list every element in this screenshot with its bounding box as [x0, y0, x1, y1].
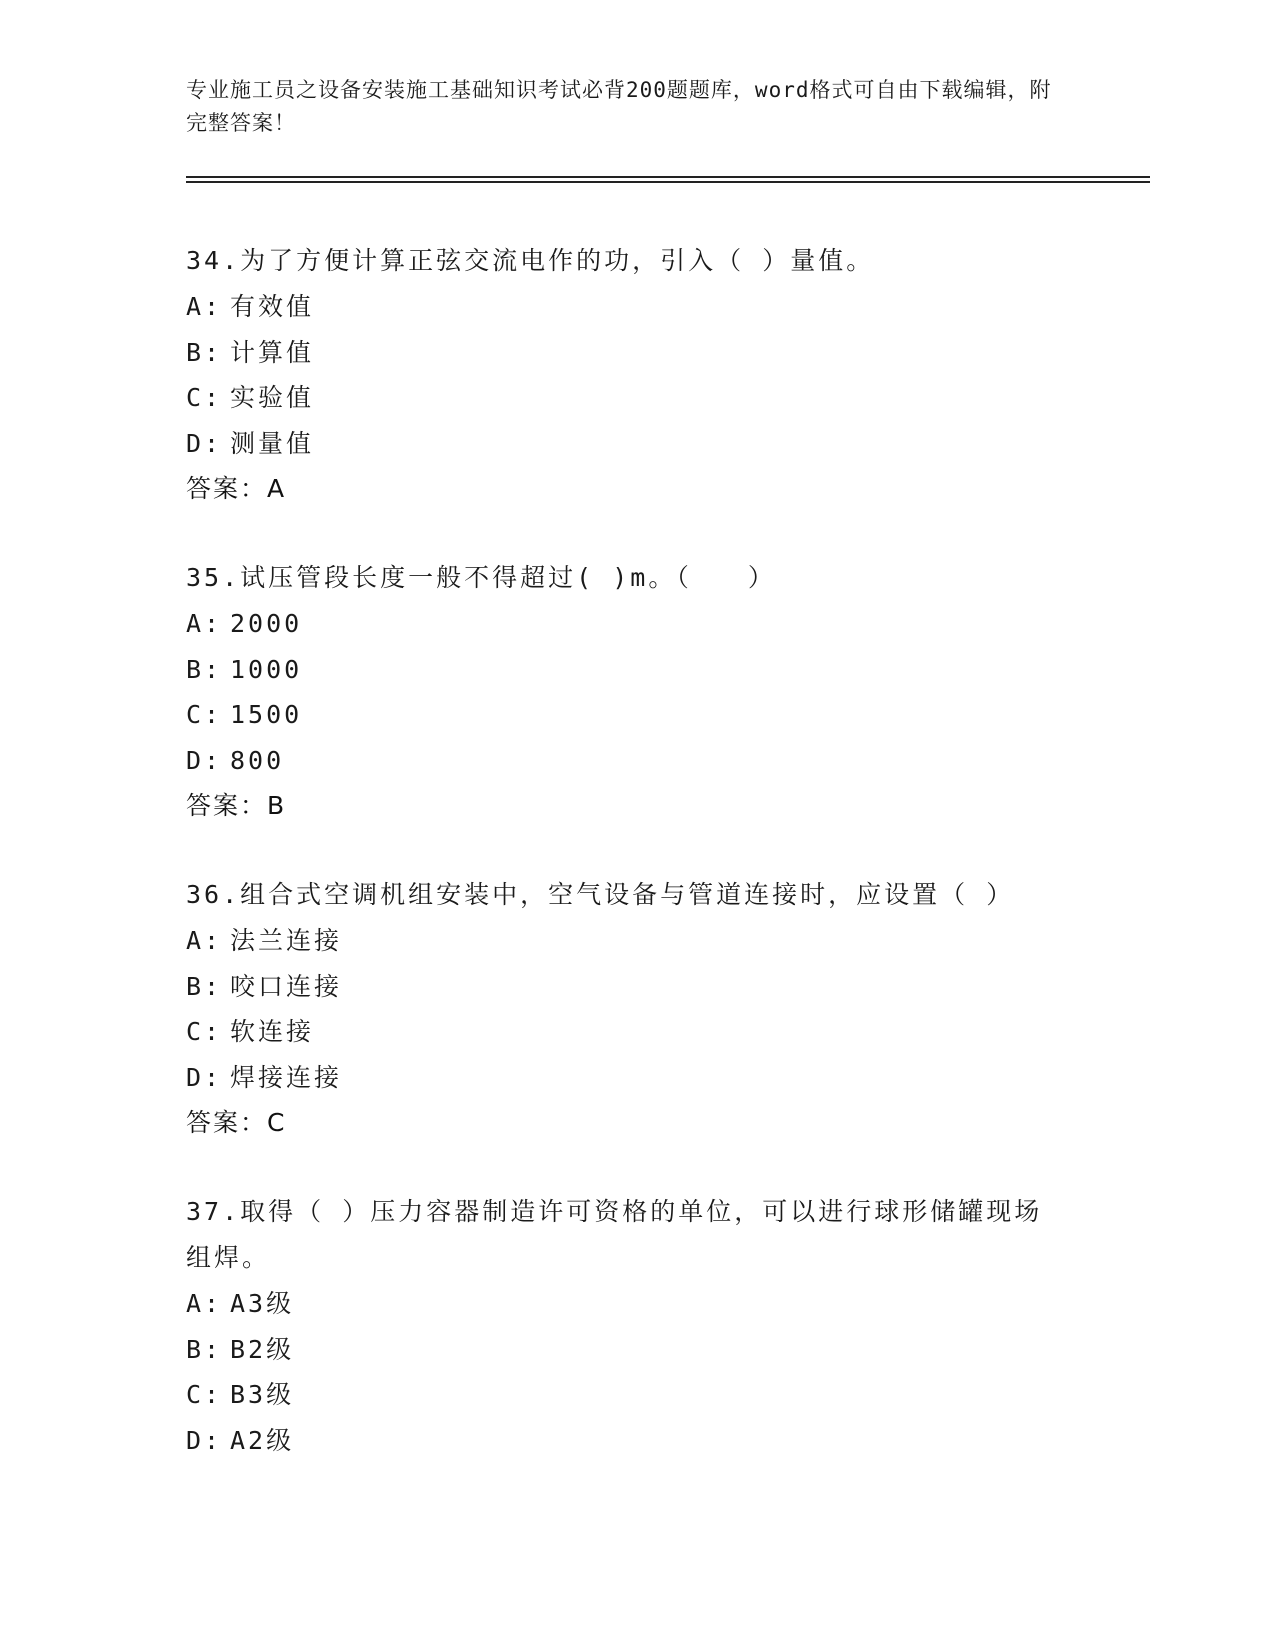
answer-line: 答案：A — [186, 474, 287, 503]
option-key: C: — [186, 1380, 223, 1409]
option-a — [186, 1281, 1086, 1327]
option-key: C: — [186, 383, 223, 412]
question-text: 34.为了方便计算正弦交流电作的功，引入（ ）量值。 — [186, 246, 875, 275]
option-text: 测量值 — [230, 428, 315, 458]
option-key: A: — [186, 609, 223, 638]
option-key: D: — [186, 1062, 223, 1092]
option-key: B: — [186, 337, 223, 367]
option-key: B: — [186, 971, 223, 1001]
option-key: A: — [186, 292, 223, 321]
option-key: D: — [186, 428, 223, 458]
option-c — [186, 375, 1086, 421]
option-text: 焊接连接 — [230, 1062, 343, 1092]
option-text: 2000 — [230, 609, 303, 638]
header-divider-top — [186, 176, 1150, 178]
question-35 — [186, 555, 1086, 829]
option-text: 1500 — [230, 700, 303, 729]
option-c — [186, 1009, 1086, 1055]
option-text: 实验值 — [230, 383, 315, 412]
option-b — [186, 964, 1086, 1010]
option-key: C: — [186, 700, 223, 729]
option-d — [186, 421, 1086, 467]
option-b — [186, 647, 1086, 693]
question-text: 37.取得（ ）压力容器制造许可资格的单位，可以进行球形储罐现场组焊。 — [186, 1197, 1043, 1272]
document-header: 专业施工员之设备安装施工基础知识考试必背200题题库，word格式可自由下载编辑，附完整答案！ — [186, 78, 1052, 135]
question-text: 35.试压管段长度一般不得超过( )m。（ ） — [186, 563, 776, 592]
option-text: A3级 — [230, 1289, 295, 1318]
option-key: D: — [186, 1425, 223, 1455]
answer-line: 答案：C — [186, 1108, 287, 1137]
option-d — [186, 1055, 1086, 1101]
option-c — [186, 692, 1086, 738]
question-text: 36.组合式空调机组安装中，空气设备与管道连接时，应设置（ ） — [186, 880, 1015, 909]
option-d — [186, 1418, 1086, 1464]
option-c — [186, 1372, 1086, 1418]
header-divider-bottom — [186, 181, 1150, 183]
option-a — [186, 601, 1086, 647]
option-key: B: — [186, 1334, 223, 1364]
option-key: A: — [186, 926, 223, 955]
question-34 — [186, 238, 1086, 512]
option-text: 咬口连接 — [230, 971, 343, 1001]
option-text: 有效值 — [230, 292, 315, 321]
option-text: B3级 — [230, 1380, 295, 1409]
option-d — [186, 738, 1086, 784]
answer-line: 答案：B — [186, 791, 287, 820]
option-text: A2级 — [230, 1425, 295, 1455]
question-37 — [186, 1189, 1086, 1463]
option-b — [186, 330, 1086, 376]
option-key: D: — [186, 745, 223, 775]
option-a — [186, 284, 1086, 330]
option-key: C: — [186, 1017, 223, 1046]
option-key: B: — [186, 654, 223, 684]
question-list — [186, 238, 1086, 1506]
option-text: 1000 — [230, 654, 303, 684]
option-text: 软连接 — [230, 1017, 315, 1046]
option-text: B2级 — [230, 1334, 295, 1364]
option-text: 计算值 — [230, 337, 315, 367]
option-a — [186, 918, 1086, 964]
option-text: 800 — [230, 745, 285, 775]
option-b — [186, 1327, 1086, 1373]
option-text: 法兰连接 — [230, 926, 343, 955]
option-key: A: — [186, 1289, 223, 1318]
question-36 — [186, 872, 1086, 1146]
